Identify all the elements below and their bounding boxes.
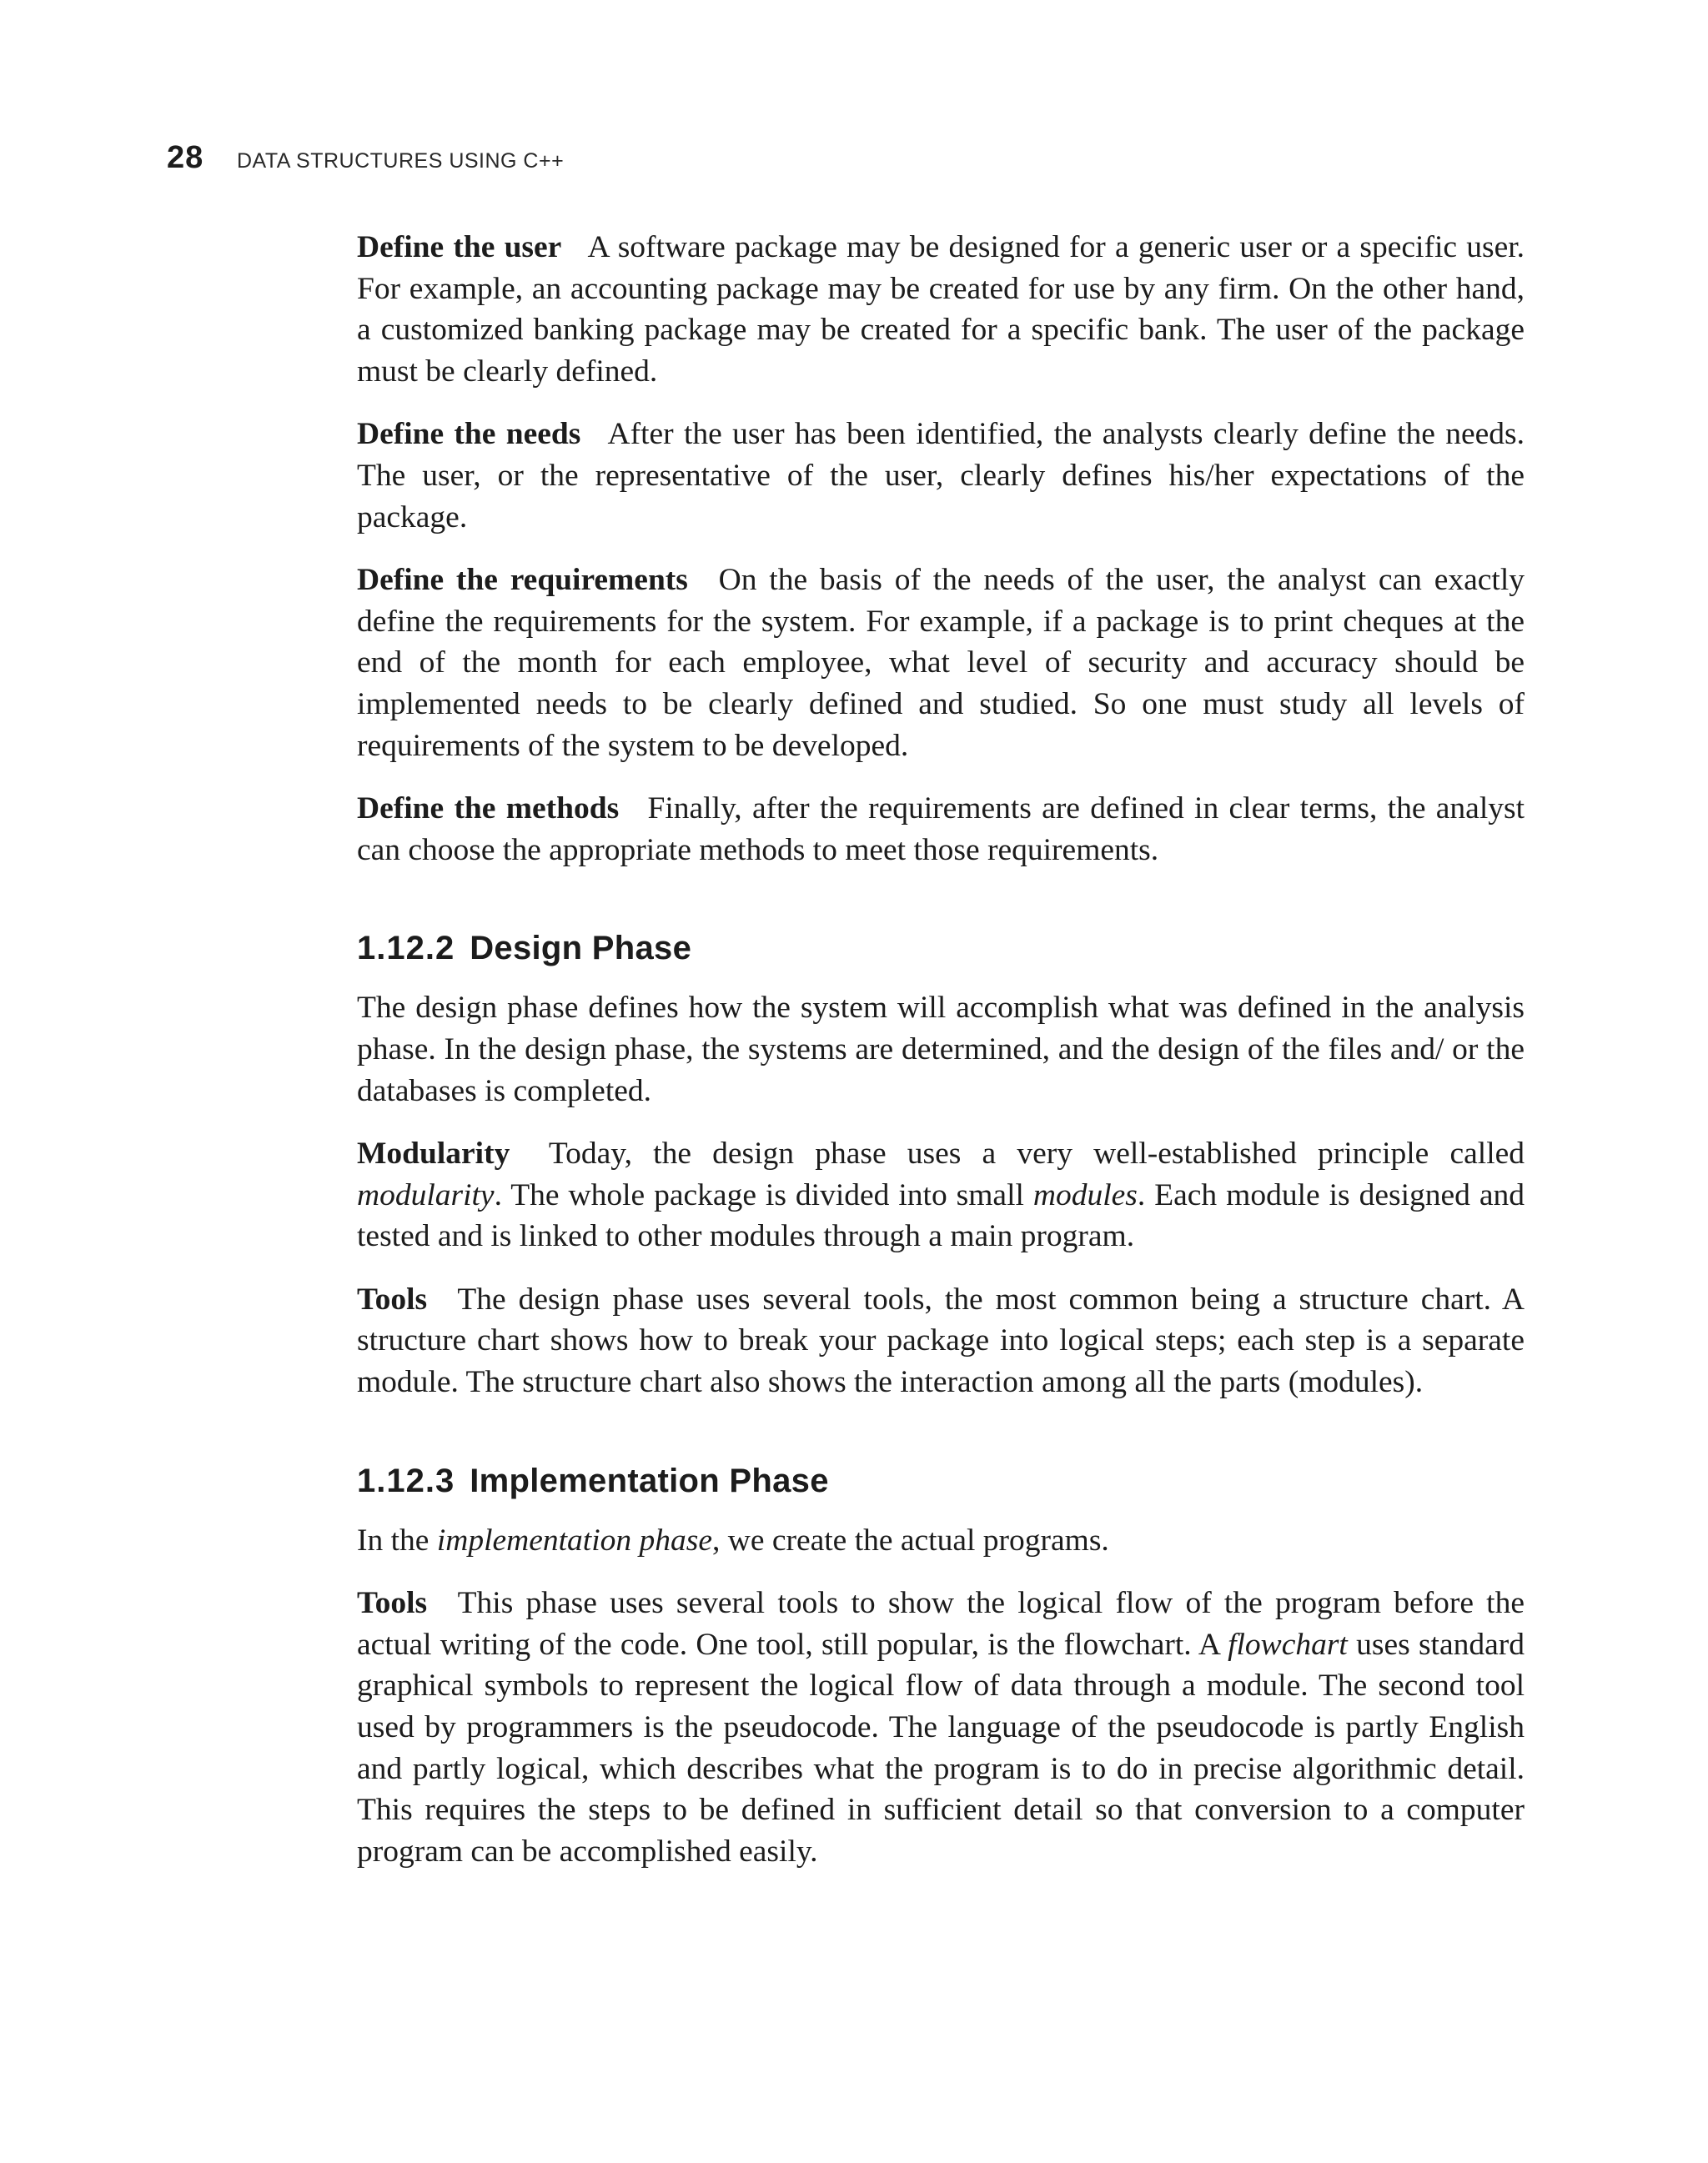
- section-title: Design Phase: [470, 930, 692, 967]
- paragraph-text: Finally, after the requirements are defined in clear terms, the analyst can choose the appropriate methods to meet those requirements.: [357, 791, 1525, 867]
- paragraph-define-requirements: [357, 560, 1525, 766]
- text-run: . The whole package is divided into small: [494, 1177, 1033, 1212]
- text-run: uses standard graphical symbols to represent the logical flow of data through a module. The second tool used by programmers is the pseudocode. The language of the pseudocode is partly English and partly logical, which describes what the program is to do in precise algorithmic detail. This requires the steps to be defined in sufficient detail so that conversion to a computer program can be accomplished easily.: [357, 1627, 1525, 1869]
- paragraph-define-methods: [357, 788, 1525, 871]
- section-heading-implementation-phase: [357, 1460, 1525, 1502]
- term-define-needs: Define the needs: [357, 417, 581, 452]
- page-number: 28: [167, 140, 204, 175]
- emphasis-flowchart: flowchart: [1228, 1627, 1348, 1662]
- book-title: DATA STRUCTURES USING C++: [237, 149, 565, 173]
- paragraph-modularity: [357, 1133, 1525, 1257]
- term-define-user: Define the user: [357, 230, 562, 264]
- emphasis-implementation-phase: implementation phase: [436, 1523, 712, 1558]
- term-modularity: Modularity: [357, 1137, 510, 1172]
- text-run: In the: [357, 1523, 437, 1558]
- section-title: Implementation Phase: [470, 1462, 829, 1499]
- paragraph-text: [357, 1586, 1525, 1869]
- text-run: Today, the design phase uses a very well-established principle called: [548, 1137, 1525, 1172]
- paragraph-text: [357, 1137, 1525, 1253]
- running-head: [167, 140, 564, 177]
- text-run: . Each module is designed and tested and is linked to other modules through a main program.: [357, 1177, 1525, 1254]
- text-run: , we create the actual programs.: [711, 1523, 1109, 1558]
- term-tools: Tools: [357, 1282, 428, 1317]
- paragraph-text: The design phase uses several tools, the most common being a structure chart. A structure chart shows how to break your package into logical steps; each step is a separate module. The structure chart also shows the interaction among all the parts (modules).: [357, 1282, 1525, 1400]
- paragraph-text: After the user has been identified, the analysts clearly define the needs. The user, or the representative of the user, clearly defines his/her expectations of the package.: [357, 417, 1525, 534]
- emphasis-modularity: modularity: [357, 1177, 495, 1212]
- paragraph-design-intro: The design phase defines how the system will accomplish what was defined in the analysis phase. In the design phase, the systems are determined, and the design of the files and/ or the databases is completed.: [357, 991, 1525, 1108]
- paragraph-implementation-intro: [357, 1520, 1525, 1562]
- paragraph-text: On the basis of the needs of the user, the analyst can exactly define the requirements for the system. For example, if a package is to print cheques at the end of the month for each employee, what level of security and accuracy should be implemented needs to be clearly defined and studied. So one must study all levels of requirements of the system to be developed.: [357, 563, 1525, 763]
- paragraph-define-user: [357, 227, 1525, 392]
- term-define-methods: Define the methods: [357, 791, 620, 826]
- section-number: 1.12.3: [357, 1462, 455, 1499]
- term-define-requirements: Define the requirements: [357, 563, 688, 598]
- paragraph-text: A software package may be designed for a generic user or a specific user. For example, an accounting package may be created for use by any firm. On the other hand, a customized banking package may be created for a specific bank. The user of the package must be clearly defined.: [357, 230, 1525, 389]
- text-run: This phase uses several tools to show the logical flow of the program before the actual writing of the code. One tool, still popular, is the flowchart. A: [357, 1586, 1525, 1662]
- section-heading-design-phase: [357, 927, 1525, 969]
- page-body: [357, 227, 1525, 1894]
- section-number: 1.12.2: [357, 930, 455, 967]
- paragraph-define-needs: [357, 414, 1525, 538]
- emphasis-modules: modules: [1032, 1177, 1138, 1212]
- term-tools: Tools: [357, 1586, 428, 1621]
- paragraph-design-tools: [357, 1279, 1525, 1403]
- paragraph-implementation-tools: [357, 1583, 1525, 1872]
